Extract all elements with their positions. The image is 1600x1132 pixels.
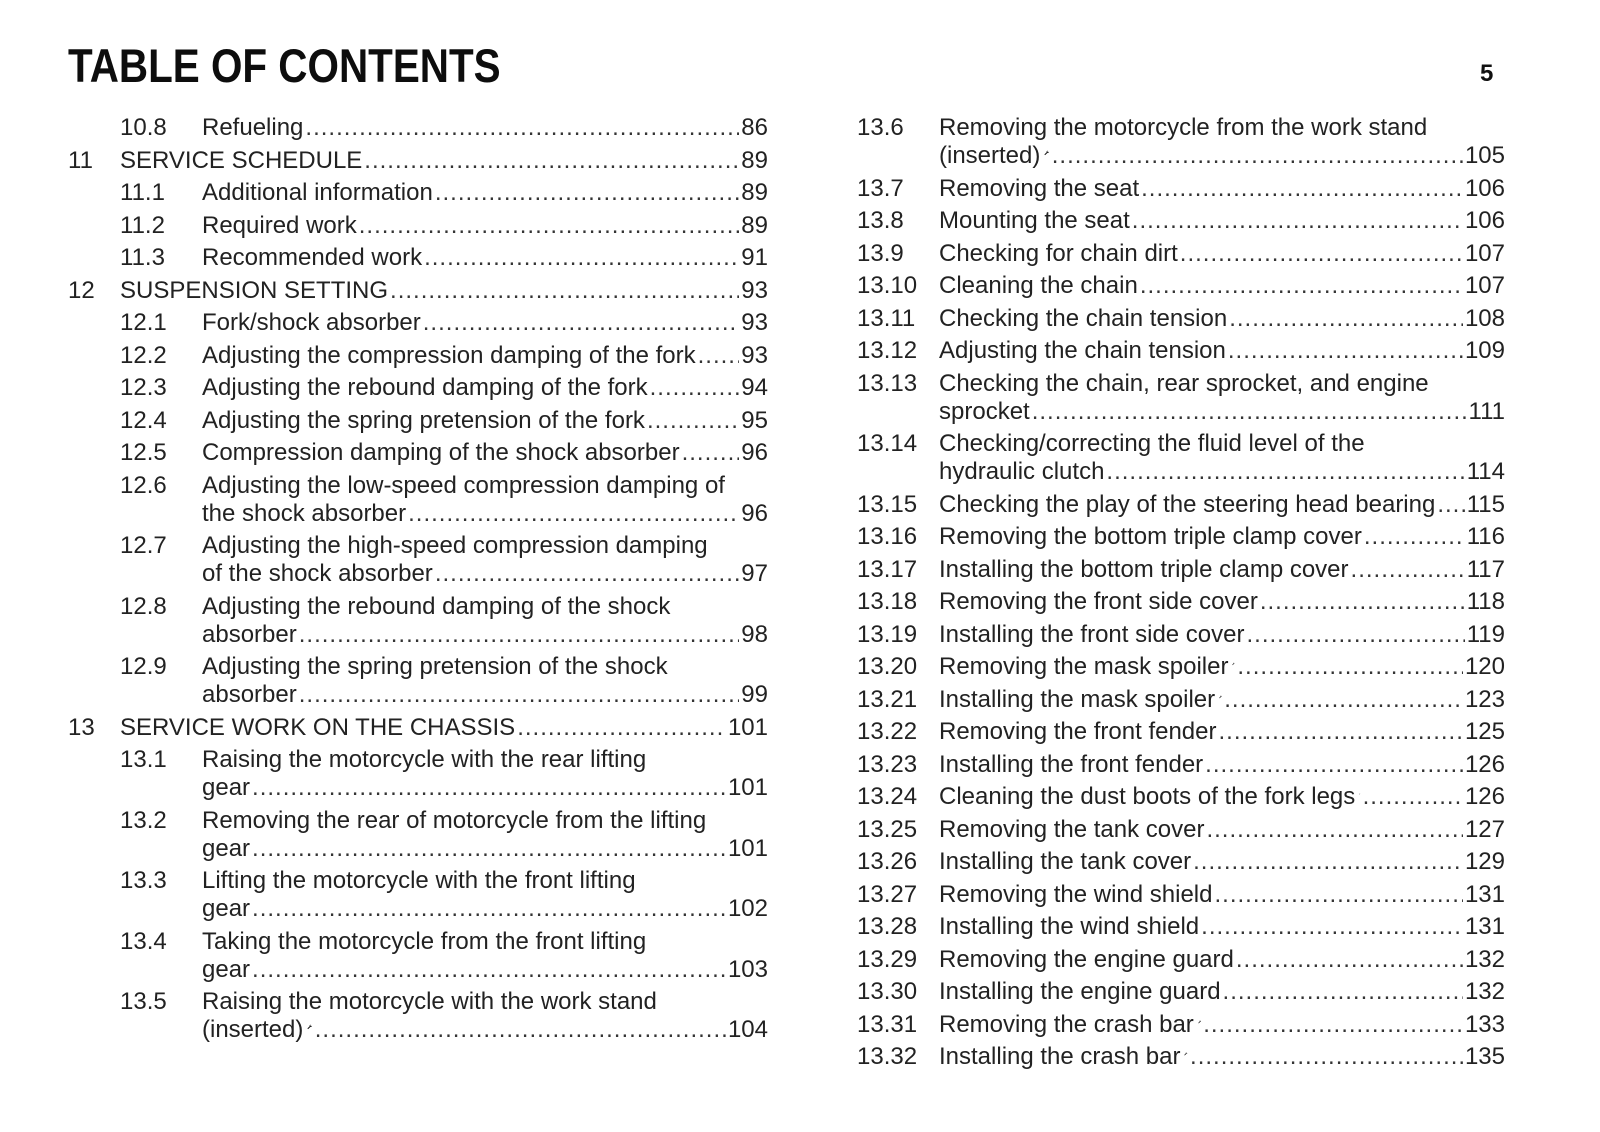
- toc-entry-title: Checking the chain tension: [939, 304, 1228, 332]
- dot-leader: [682, 439, 740, 467]
- toc-entry[interactable]: [68, 374, 768, 402]
- toc-entry[interactable]: [857, 751, 1505, 779]
- toc-entry[interactable]: [68, 593, 768, 649]
- toc-entry[interactable]: [68, 807, 768, 863]
- toc-entry-page: 114: [1466, 458, 1505, 485]
- toc-entry[interactable]: [857, 881, 1505, 909]
- dot-leader: [1363, 783, 1463, 811]
- dot-leader: [252, 835, 726, 863]
- toc-entry-title: Removing the motorcycle from the work stand: [939, 114, 1428, 141]
- dot-leader: [1193, 848, 1463, 876]
- dot-leader: [252, 774, 726, 802]
- toc-entry-page: 132: [1464, 978, 1505, 1005]
- toc-entry-number: 13.29: [857, 945, 918, 973]
- dot-leader: [1247, 621, 1465, 649]
- toc-entry[interactable]: [68, 114, 768, 142]
- toc-entry-title: SERVICE SCHEDULE: [120, 146, 363, 174]
- toc-entry-title: Checking for chain dirt: [939, 239, 1178, 267]
- toc-entry-number: 13.4: [120, 927, 167, 955]
- dot-leader: [517, 714, 726, 742]
- toc-entry[interactable]: [68, 653, 768, 709]
- dot-leader: [1236, 946, 1463, 974]
- toc-entry[interactable]: [68, 714, 768, 742]
- dot-leader: [1364, 523, 1465, 551]
- toc-entry[interactable]: [857, 305, 1505, 333]
- dot-leader: [698, 342, 740, 370]
- toc-entry-number: 13.12: [857, 337, 918, 364]
- toc-entry-title: Installing the mask spoiler: [939, 685, 1216, 713]
- dot-leader: [408, 500, 739, 528]
- toc-entry-title: Adjusting the spring pretension of the shock: [202, 653, 668, 680]
- toc-entry[interactable]: [857, 946, 1505, 974]
- toc-entry-title: absorber: [202, 681, 297, 708]
- toc-entry[interactable]: [857, 337, 1505, 365]
- dot-leader: [1180, 240, 1463, 268]
- dot-leader: [305, 114, 739, 142]
- toc-entry[interactable]: [68, 342, 768, 370]
- dot-leader: [1203, 1011, 1463, 1039]
- toc-entry-number: 11.2: [120, 211, 165, 239]
- toc-entry-number: 13.27: [857, 880, 918, 908]
- toc-entry-page: 93: [741, 341, 768, 369]
- wrench-icon: [1044, 143, 1049, 163]
- toc-entry-number: 10.8: [120, 114, 167, 141]
- toc-entry-number: 13.23: [857, 750, 918, 778]
- toc-entry[interactable]: [857, 114, 1505, 170]
- dot-leader: [252, 895, 726, 923]
- toc-entry-title: Refueling: [202, 114, 304, 141]
- page-number: 5: [1480, 60, 1494, 87]
- toc-entry-number: 13.31: [857, 1010, 918, 1038]
- toc-entry-page: 103: [727, 955, 768, 983]
- toc-entry-page: 115: [1466, 490, 1505, 518]
- dot-leader: [1032, 398, 1467, 426]
- dot-leader: [1190, 1043, 1463, 1071]
- toc-entry-number: 13.14: [857, 430, 918, 457]
- toc-entry-page: 119: [1466, 620, 1505, 648]
- toc-entry[interactable]: [857, 686, 1505, 714]
- page-title: TABLE OF CONTENTS: [68, 39, 501, 92]
- toc-entry-number: 13.32: [857, 1043, 918, 1070]
- wrench-icon: [1232, 654, 1235, 674]
- dot-leader: [424, 244, 739, 272]
- toc-entry[interactable]: [68, 746, 768, 802]
- toc-entry-title: Required work: [202, 211, 357, 239]
- toc-entry-page: 116: [1466, 523, 1505, 550]
- toc-entry-title: of the shock absorber: [202, 560, 433, 587]
- toc-entry[interactable]: [857, 523, 1505, 551]
- toc-entry[interactable]: [857, 175, 1505, 203]
- dot-leader: [1052, 142, 1463, 170]
- dot-leader: [1224, 686, 1463, 714]
- toc-entry-page: 126: [1464, 750, 1505, 778]
- toc-entry-title: Installing the tank cover: [939, 848, 1192, 875]
- toc-entry[interactable]: [857, 783, 1505, 811]
- toc-entry[interactable]: [857, 848, 1505, 876]
- toc-entry-page: 131: [1464, 913, 1505, 940]
- toc-entry[interactable]: [68, 309, 768, 337]
- toc-entry-page: 101: [727, 774, 768, 801]
- toc-entry-number: 13.11: [857, 304, 916, 332]
- toc-entry[interactable]: [857, 816, 1505, 844]
- toc-entry-title: Checking the play of the steering head bearing: [939, 490, 1436, 518]
- toc-entry[interactable]: [857, 430, 1505, 486]
- toc-entry-number: 13.13: [857, 369, 918, 397]
- toc-entry-title: Raising the motorcycle with the work stand: [202, 988, 657, 1015]
- dot-leader: [390, 277, 739, 305]
- dot-leader: [1260, 588, 1465, 616]
- toc-entry-number: 12: [68, 276, 95, 304]
- toc-entry-title: Fork/shock absorber: [202, 309, 421, 336]
- toc-entry-page: 126: [1464, 783, 1505, 810]
- toc-left-column: [68, 114, 768, 1049]
- toc-entry-page: 118: [1466, 588, 1505, 615]
- dot-leader: [1206, 816, 1462, 844]
- toc-entry[interactable]: [68, 439, 768, 467]
- dot-leader: [1205, 751, 1463, 779]
- toc-entry-title: Installing the bottom triple clamp cover: [939, 555, 1349, 583]
- toc-entry-page: 99: [741, 681, 768, 708]
- toc-entry-page: 105: [1464, 142, 1505, 169]
- toc-entry-title: Removing the tank cover: [939, 815, 1205, 843]
- toc-entry-number: 13.1: [120, 746, 167, 773]
- toc-entry[interactable]: [68, 147, 768, 175]
- toc-entry[interactable]: [68, 532, 768, 588]
- toc-entry-page: 101: [727, 713, 768, 741]
- toc-entry[interactable]: [857, 240, 1505, 268]
- toc-entry-page: 95: [741, 406, 768, 434]
- toc-entry-title: Installing the front fender: [939, 750, 1204, 778]
- toc-entry-title: Checking the chain, rear sprocket, and engine: [939, 369, 1429, 397]
- toc-entry-title: Installing the engine guard: [939, 978, 1221, 1005]
- toc-entry-page: 96: [741, 439, 768, 466]
- toc-entry-page: 93: [741, 276, 768, 304]
- toc-entry-number: 13.16: [857, 523, 918, 550]
- toc-entry[interactable]: [857, 1011, 1505, 1039]
- dot-leader: [1201, 913, 1463, 941]
- toc-entry-number: 13.21: [857, 685, 918, 713]
- dot-leader: [1219, 718, 1463, 746]
- toc-entry-title: SUSPENSION SETTING: [120, 276, 389, 304]
- dot-leader: [1237, 653, 1463, 681]
- toc-entry-page: 120: [1464, 653, 1505, 680]
- dot-leader: [1106, 458, 1464, 486]
- toc-entry-title: (inserted): [939, 142, 1041, 169]
- toc-entry[interactable]: [857, 978, 1505, 1006]
- toc-entry-page: 107: [1464, 272, 1505, 299]
- toc-entry-title: Adjusting the chain tension: [939, 337, 1226, 364]
- toc-entry-title: Installing the wind shield: [939, 913, 1200, 940]
- toc-entry-page: 94: [741, 374, 768, 401]
- toc-entry-page: 107: [1464, 239, 1505, 267]
- toc-entry-title: Removing the engine guard: [939, 945, 1234, 973]
- toc-entry-title: Adjusting the rebound damping of the fork: [202, 374, 648, 401]
- toc-entry-number: 12.1: [120, 309, 167, 336]
- toc-entry[interactable]: [68, 179, 768, 207]
- toc-entry[interactable]: [857, 370, 1505, 426]
- toc-entry[interactable]: [857, 718, 1505, 746]
- toc-entry-number: 13.25: [857, 815, 918, 843]
- toc-entry[interactable]: [857, 913, 1505, 941]
- toc-entry[interactable]: [857, 588, 1505, 616]
- toc-entry[interactable]: [68, 407, 768, 435]
- toc-entry-title: SERVICE WORK ON THE CHASSIS: [120, 713, 516, 741]
- toc-entry-title: Recommended work: [202, 244, 423, 271]
- toc-entry-number: 13.9: [857, 239, 904, 267]
- dot-leader: [650, 374, 740, 402]
- dot-leader: [1141, 175, 1463, 203]
- dot-leader: [299, 621, 740, 649]
- toc-entry-page: 129: [1464, 848, 1505, 875]
- toc-entry-number: 12.8: [120, 592, 167, 620]
- toc-entry[interactable]: [68, 212, 768, 240]
- toc-entry-title: Adjusting the high-speed compression damping: [202, 532, 708, 559]
- toc-entry-number: 13.28: [857, 913, 918, 940]
- toc-entry-title: Cleaning the chain: [939, 272, 1138, 299]
- dot-leader: [1132, 207, 1463, 235]
- toc-entry-title: Removing the bottom triple clamp cover: [939, 523, 1362, 550]
- dot-leader: [299, 681, 740, 709]
- toc-entry-title: Raising the motorcycle with the rear lifting: [202, 746, 647, 773]
- toc-entry-title: Lifting the motorcycle with the front lifting: [202, 867, 636, 894]
- toc-entry-page: 133: [1464, 1010, 1505, 1038]
- toc-entry-number: 13.3: [120, 867, 167, 894]
- toc-entry[interactable]: [857, 1043, 1505, 1071]
- toc-entry-title: Additional information: [202, 179, 433, 206]
- toc-entry-number: 13.6: [857, 114, 904, 141]
- toc-entry-title: gear: [202, 955, 251, 983]
- dot-leader: [364, 147, 739, 175]
- toc-entry-number: 13.24: [857, 783, 918, 810]
- toc-entry[interactable]: [68, 277, 768, 305]
- toc-entry-title: absorber: [202, 620, 297, 648]
- toc-entry-number: 12.9: [120, 653, 167, 680]
- dot-leader: [435, 179, 739, 207]
- toc-entry-page: 86: [741, 114, 768, 141]
- toc-entry-page: 89: [741, 211, 768, 239]
- toc-entry[interactable]: [857, 491, 1505, 519]
- toc-entry-title: Compression damping of the shock absorber: [202, 439, 680, 466]
- toc-entry[interactable]: [857, 653, 1505, 681]
- dot-leader: [1228, 337, 1463, 365]
- toc-entry-title: Removing the wind shield: [939, 880, 1213, 908]
- toc-entry-number: 12.5: [120, 439, 167, 466]
- toc-entry-number: 12.3: [120, 374, 167, 401]
- toc-entry-page: 102: [727, 895, 768, 922]
- dot-leader: [315, 1016, 726, 1044]
- dot-leader: [252, 956, 726, 984]
- toc-entry-title: Taking the motorcycle from the front lifting: [202, 927, 647, 955]
- toc-entry-page: 117: [1466, 555, 1505, 583]
- toc-entry-page: 135: [1464, 1043, 1505, 1070]
- wrench-icon: [1198, 1012, 1201, 1032]
- dot-leader: [435, 560, 739, 588]
- toc-entry-title: Removing the seat: [939, 174, 1140, 202]
- toc-entry-title: Installing the crash bar: [939, 1043, 1181, 1070]
- toc-entry-title: Mounting the seat: [939, 207, 1130, 234]
- toc-entry-title: gear: [202, 774, 251, 801]
- toc-entry-number: 12.4: [120, 406, 167, 434]
- dot-leader: [1223, 978, 1463, 1006]
- toc-entry-page: 96: [741, 499, 768, 527]
- toc-entry-title: gear: [202, 834, 251, 862]
- toc-entry[interactable]: [68, 867, 768, 923]
- toc-entry-number: 13.26: [857, 848, 918, 875]
- toc-entry-title: hydraulic clutch: [939, 458, 1105, 485]
- toc-entry-page: 101: [727, 834, 768, 862]
- toc-entry-number: 13.8: [857, 207, 904, 234]
- toc-entry-title: sprocket: [939, 397, 1030, 425]
- toc-entry[interactable]: [68, 244, 768, 272]
- toc-entry-title: the shock absorber: [202, 499, 407, 527]
- toc-entry-number: 11.1: [120, 179, 165, 206]
- toc-entry-number: 13.30: [857, 978, 918, 1005]
- dot-leader: [647, 407, 739, 435]
- toc-entry-page: 89: [741, 146, 768, 174]
- toc-entry-title: Adjusting the low-speed compression damping of: [202, 471, 725, 499]
- toc-entry-title: Adjusting the spring pretension of the fork: [202, 406, 645, 434]
- toc-entry[interactable]: [857, 207, 1505, 235]
- dot-leader: [359, 212, 740, 240]
- dot-leader: [1140, 272, 1463, 300]
- toc-entry-number: 13.7: [857, 174, 904, 202]
- toc-entry-page: 106: [1464, 174, 1505, 202]
- toc-entry-number: 13.19: [857, 620, 918, 648]
- wrench-icon: [307, 1017, 312, 1037]
- wrench-icon: [1184, 1044, 1188, 1064]
- toc-entry-page: 123: [1464, 685, 1505, 713]
- toc-entry-title: Removing the rear of motorcycle from the lifting: [202, 806, 707, 834]
- toc-entry-title: Adjusting the rebound damping of the shock: [202, 592, 671, 620]
- toc-entry-number: 13.10: [857, 272, 918, 299]
- dot-leader: [1351, 556, 1465, 584]
- toc-entry-page: 93: [741, 309, 768, 336]
- toc-entry-title: Removing the mask spoiler: [939, 653, 1229, 680]
- toc-entry-title: gear: [202, 895, 251, 922]
- toc-entry-title: Installing the front side cover: [939, 620, 1245, 648]
- toc-right-column: [857, 114, 1505, 1076]
- toc-entry-title: Removing the front fender: [939, 718, 1217, 745]
- toc-entry-title: Removing the crash bar: [939, 1010, 1194, 1038]
- toc-entry-page: 98: [741, 620, 768, 648]
- toc-entry-title: Checking/correcting the fluid level of the: [939, 430, 1365, 457]
- toc-entry-number: 13.17: [857, 555, 918, 583]
- toc-entry-number: 13.5: [120, 988, 167, 1015]
- toc-entry-page: 132: [1464, 945, 1505, 973]
- dot-leader: [1229, 305, 1463, 333]
- toc-entry-number: 13.20: [857, 653, 918, 680]
- toc-entry-number: 13: [68, 713, 95, 741]
- toc-entry[interactable]: [857, 556, 1505, 584]
- toc-entry-number: 13.22: [857, 718, 918, 745]
- toc-entry-title: (inserted): [202, 1016, 304, 1043]
- toc-entry-title: Cleaning the dust boots of the fork legs: [939, 783, 1356, 810]
- toc-entry-number: 11: [68, 146, 93, 174]
- toc-entry-number: 12.2: [120, 341, 167, 369]
- dot-leader: [1437, 491, 1464, 519]
- toc-entry[interactable]: [857, 272, 1505, 300]
- wrench-icon: [1219, 687, 1222, 707]
- toc-entry-number: 12.7: [120, 532, 167, 559]
- dot-leader: [1214, 881, 1462, 909]
- dot-leader: [423, 309, 740, 337]
- toc-entry-page: 109: [1464, 337, 1505, 364]
- toc-entry-page: 104: [727, 1016, 768, 1043]
- toc-entry-page: 125: [1464, 718, 1505, 745]
- toc-entry-page: 97: [741, 560, 768, 587]
- toc-entry[interactable]: [68, 988, 768, 1044]
- toc-entry-page: 131: [1464, 880, 1505, 908]
- toc-entry[interactable]: [68, 472, 768, 528]
- toc-entry-number: 11.3: [120, 244, 165, 271]
- toc-entry-title: Adjusting the compression damping of the fork: [202, 341, 696, 369]
- toc-entry[interactable]: [857, 621, 1505, 649]
- toc-entry[interactable]: [68, 928, 768, 984]
- toc-entry-number: 13.2: [120, 806, 167, 834]
- toc-entry-page: 127: [1464, 815, 1505, 843]
- toc-entry-page: 106: [1464, 207, 1505, 234]
- toc-entry-number: 13.15: [857, 490, 918, 518]
- toc-entry-page: 89: [741, 179, 768, 206]
- toc-entry-page: 91: [741, 244, 768, 271]
- toc-entry-number: 13.18: [857, 588, 918, 615]
- toc-entry-title: Removing the front side cover: [939, 588, 1258, 615]
- wrench-icon: [1359, 784, 1360, 804]
- toc-entry-number: 12.6: [120, 471, 167, 499]
- toc-entry-page: 111: [1468, 397, 1505, 425]
- toc-entry-page: 108: [1464, 304, 1505, 332]
